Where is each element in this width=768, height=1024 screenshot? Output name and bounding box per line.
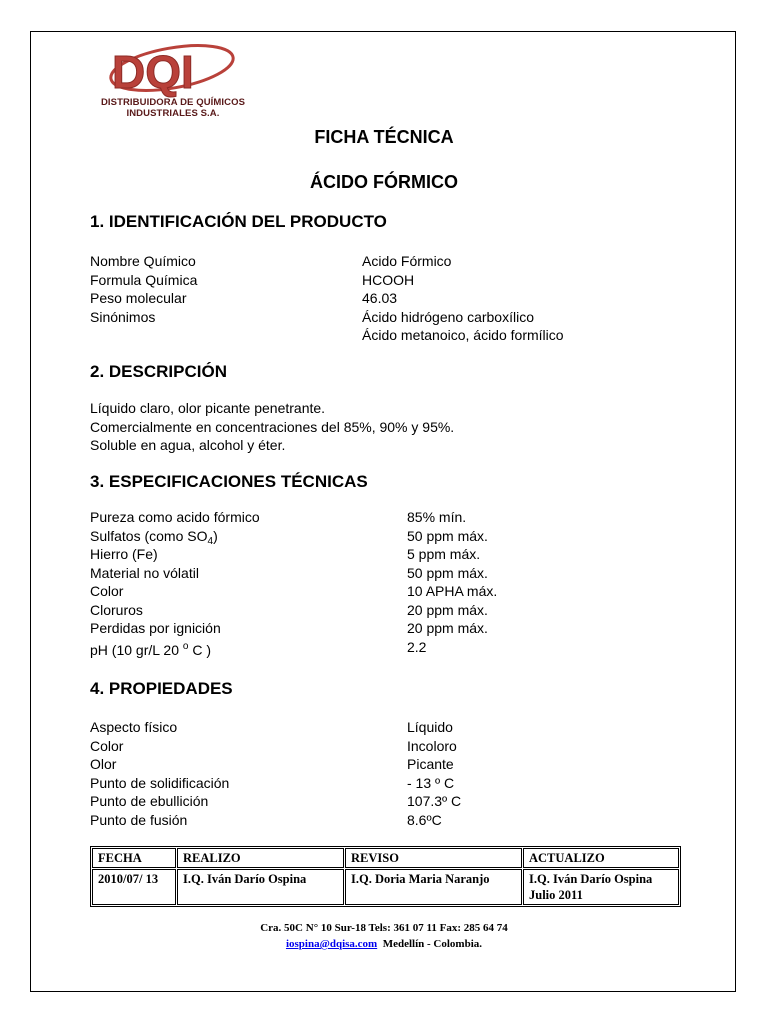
section-1-heading: 1. IDENTIFICACIÓN DEL PRODUCTO bbox=[90, 212, 387, 231]
spec-value: 20 ppm máx. bbox=[407, 601, 488, 618]
spec-label: Cloruros bbox=[90, 601, 143, 618]
header-realizo: REALIZO bbox=[177, 848, 344, 868]
spec-value: Acido Fórmico bbox=[362, 253, 452, 269]
spec-label: Color bbox=[90, 737, 124, 754]
spec-label: Pureza como acido fórmico bbox=[90, 509, 260, 525]
spec-label: Sulfatos (como $SO_4$) bbox=[90, 527, 218, 547]
spec-value: - 13 º C bbox=[407, 774, 455, 791]
company-line-1: DISTRIBUIDORA DE QUÍMICOS bbox=[100, 97, 246, 108]
spec-label: Punto de solidificación bbox=[90, 774, 230, 791]
spec-value: 8.6ºC bbox=[407, 811, 442, 828]
spec-label: Olor bbox=[90, 756, 117, 772]
spec-value: Picante bbox=[407, 756, 454, 772]
description-line: Soluble en agua, alcohol y éter. bbox=[90, 437, 286, 453]
header-fecha: FECHA bbox=[92, 848, 176, 868]
spec-label: pH (10 gr/L 20 $^o$ C ) bbox=[90, 640, 211, 658]
actualizo-date: Julio 2011 bbox=[529, 888, 583, 902]
spec-label: Peso molecular bbox=[90, 290, 187, 306]
spec-value: 50 ppm máx. bbox=[407, 564, 488, 581]
spec-label: Nombre Químico bbox=[90, 253, 196, 269]
spec-label: Punto de fusión bbox=[90, 811, 188, 828]
spec-value: 2.2 bbox=[407, 638, 427, 655]
spec-value: 10 APHA máx. bbox=[407, 583, 498, 599]
section-3-heading: 3. ESPECIFICACIONES TÉCNICAS bbox=[90, 472, 368, 491]
section-2-heading: 2. DESCRIPCIÓN bbox=[90, 362, 227, 381]
document-title: FICHA TÉCNICA bbox=[314, 127, 454, 147]
product-name: ÁCIDO FÓRMICO bbox=[310, 172, 458, 192]
cell-actualizo bbox=[523, 869, 679, 905]
actualizo-name: I.Q. Iván Darío Ospina bbox=[529, 872, 653, 886]
cell-reviso: I.Q. Doria Maria Naranjo bbox=[345, 869, 522, 905]
spec-value: 85% mín. bbox=[407, 509, 467, 525]
spec-value: Incoloro bbox=[407, 737, 457, 754]
contact-address: Cra. 50C N° 10 Sur-18 Tels: 361 07 11 Fax: 285 64 74 bbox=[260, 922, 508, 934]
svg-text:DQI: DQI bbox=[112, 46, 194, 98]
cell-fecha: 2010/07/ 13 bbox=[92, 869, 176, 905]
spec-value: Ácido metanoico, ácido formílico bbox=[362, 327, 564, 343]
spec-label: Aspecto físico bbox=[90, 719, 178, 735]
spec-label: Material no vólatil bbox=[90, 564, 199, 581]
spec-value: Líquido bbox=[407, 719, 453, 735]
description-line: Comercialmente en concentraciones del 85%, 90% y 95%. bbox=[90, 418, 455, 435]
spec-value: Ácido hidrógeno carboxílico bbox=[362, 308, 534, 325]
spec-value: 20 ppm máx. bbox=[407, 620, 488, 636]
spec-value: 50 ppm máx. bbox=[407, 527, 488, 544]
revision-table bbox=[90, 846, 681, 907]
header-actualizo: ACTUALIZO bbox=[523, 848, 679, 868]
spec-value: 107.3º C bbox=[407, 793, 462, 809]
company-name bbox=[88, 97, 258, 119]
revision-header-row bbox=[92, 848, 679, 868]
spec-label: Color bbox=[90, 583, 124, 599]
description-text bbox=[90, 399, 454, 455]
section-4-heading: 4. PROPIEDADES bbox=[90, 679, 233, 698]
spec-value: 46.03 bbox=[362, 290, 398, 306]
spec-value: 5 ppm máx. bbox=[407, 546, 481, 562]
company-line-2: INDUSTRIALES S.A. bbox=[126, 108, 220, 119]
email-link[interactable]: iospina@dqisa.com bbox=[285, 938, 378, 950]
spec-label: Formula Química bbox=[90, 271, 198, 288]
contact-line-2 bbox=[0, 936, 768, 952]
header-reviso: REVISO bbox=[345, 848, 522, 868]
cell-realizo: I.Q. Iván Darío Ospina bbox=[177, 869, 344, 905]
contact-city: Medellín - Colombia. bbox=[377, 938, 483, 950]
spec-label: Hierro (Fe) bbox=[90, 546, 158, 562]
revision-data-row bbox=[92, 869, 679, 905]
spec-label: Punto de ebullición bbox=[90, 793, 209, 809]
spec-label: Perdidas por ignición bbox=[90, 620, 221, 636]
description-line: Líquido claro, olor picante penetrante. bbox=[90, 400, 326, 416]
spec-value: HCOOH bbox=[362, 271, 415, 288]
spec-label: Sinónimos bbox=[90, 308, 156, 325]
